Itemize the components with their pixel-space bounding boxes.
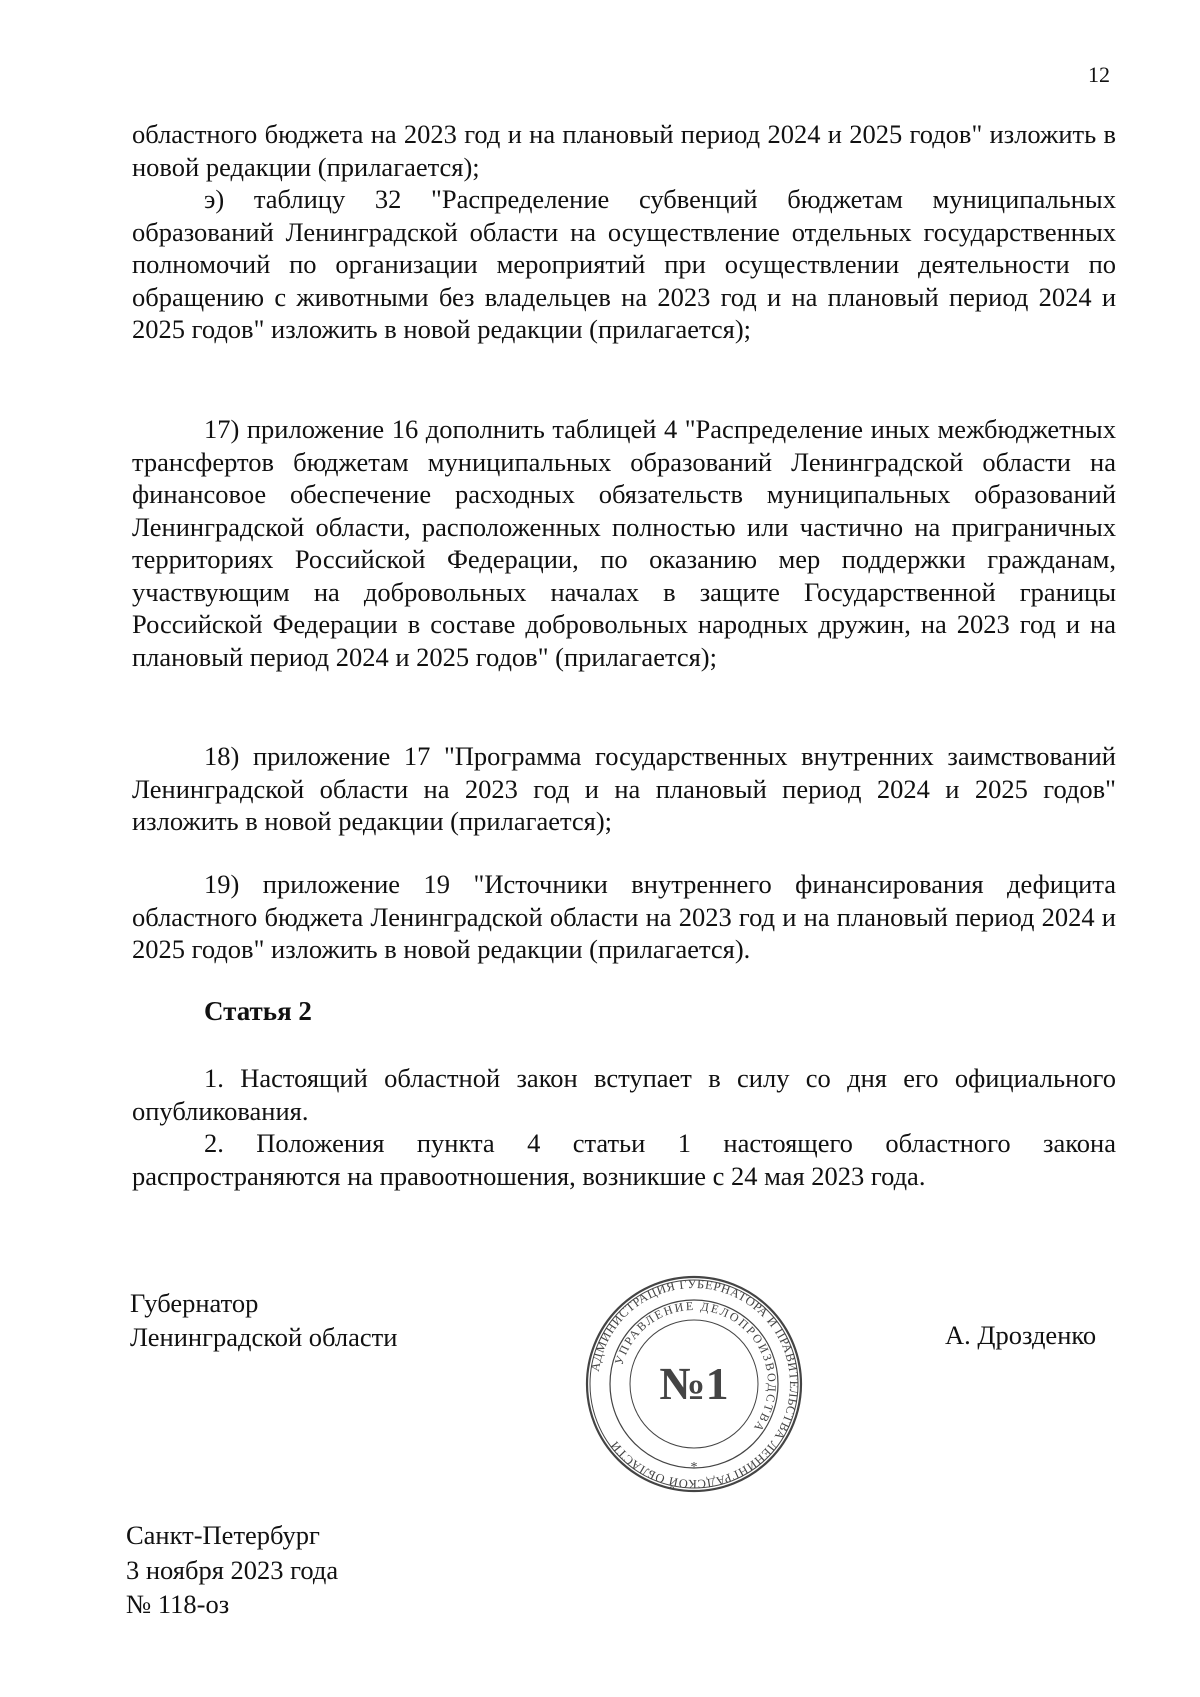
law-number: № 118-оз	[126, 1589, 230, 1619]
paragraph-item-19: 19) приложение 19 "Источники внутреннего финансирования дефицита областного бюджета Ленинградской области на 2023 год и на плановый период 2024 и 2025 годов" изложить в новой редакции (прилагается).	[132, 869, 1116, 964]
date: 3 ноября 2023 года	[126, 1554, 339, 1585]
seal-number: №1	[659, 1358, 729, 1409]
paragraph-item-18: 18) приложение 17 "Программа государственных внутренних заимствований Ленинградской области на 2023 год и на плановый период 2024 и 2025 годов" изложить в новой редакции (прилагается);	[132, 741, 1116, 836]
paragraph-continuation: областного бюджета на 2023 год и на плановый период 2024 и 2025 годов" изложить в новой редакции (прилагается);	[132, 119, 1116, 182]
signature-title-line1: Губернатор	[130, 1288, 259, 1318]
article-paragraph-2: 2. Положения пункта 4 статьи 1 настоящего областного закона распространяются на правоотношения, возникшие с 24 мая 2023 года.	[132, 1128, 1116, 1191]
official-seal	[585, 1275, 803, 1493]
paragraph-item-e: э) таблицу 32 "Распределение субвенций бюджетам муниципальных образований Ленинградской области на осуществление отдельных государственных полномочий по организации мероприятий при осуществлении деятельности по обращению с животными без владельцев на 2023 год и на плановый период 2024 и 2025 годов" изложить в новой редакции (прилагается);	[132, 184, 1116, 344]
signature-title-line2: Ленинградской области	[130, 1322, 398, 1352]
page-number: 12	[1088, 62, 1110, 87]
paragraph-item-17: 17) приложение 16 дополнить таблицей 4 "Распределение иных межбюджетных трансфертов бюджетам муниципальных образований Ленинградской области на финансовое обеспечение расходных обязательств муниципальных образований Ленинградской области, расположенных полностью или частично на приграничных территориях Российской Федерации, по оказанию мер поддержки гражданам, участвующим на добровольных началах в защите Государственной границы Российской Федерации в составе добровольных народных дружин, на 2023 год и на плановый период 2024 и 2025 годов" (прилагается);	[132, 414, 1116, 672]
seal-inner-text: УПРАВЛЕНИЕ ДЕЛОПРОИЗВОДСТВА	[611, 1298, 780, 1436]
city: Санкт-Петербург	[126, 1520, 320, 1550]
seal-outer-text: АДМИНИСТРАЦИЯ ГУБЕРНАТОРА И ПРАВИТЕЛЬСТВА ЛЕНИНГРАДСКОЙ ОБЛАСТИ	[587, 1276, 802, 1492]
signature-name: А. Дрозденко	[945, 1320, 1097, 1350]
article-paragraph-1: 1. Настоящий областной закон вступает в силу со дня его официального опубликования.	[132, 1063, 1116, 1126]
place-date-block	[126, 1518, 338, 1622]
signature-title	[130, 1286, 397, 1354]
article-heading: Статья 2	[204, 996, 312, 1026]
seal-star-icon: *	[690, 1460, 698, 1475]
